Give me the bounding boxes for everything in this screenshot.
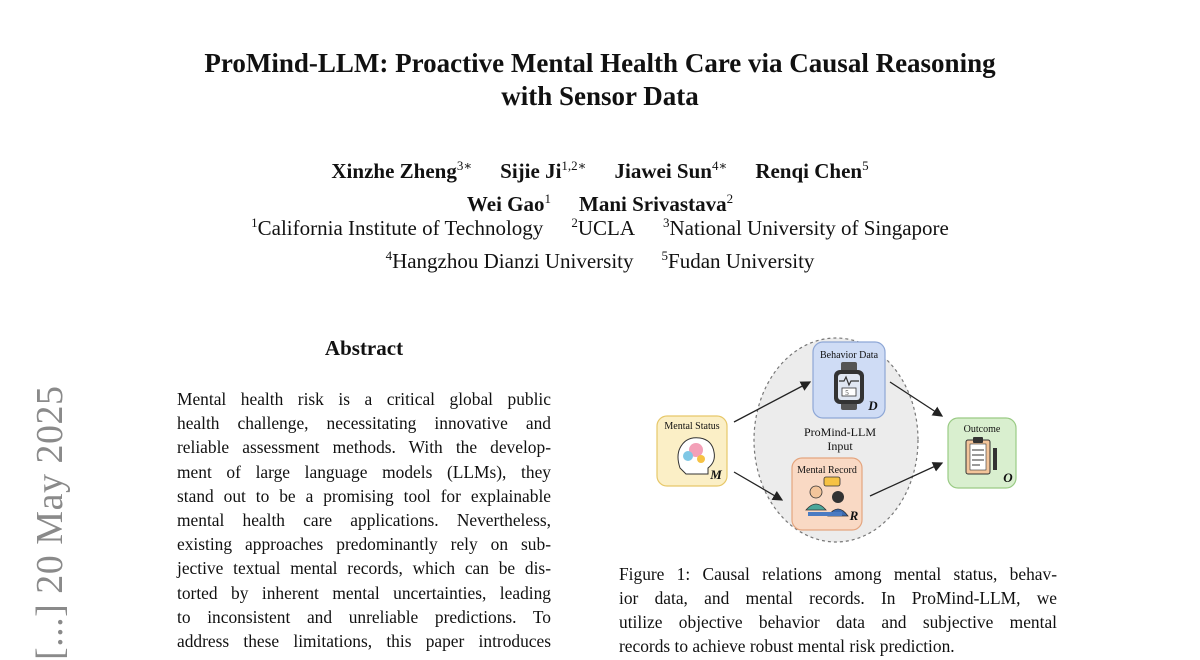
abstract-line: mental health care applications. Nevertheless, <box>177 510 551 531</box>
abstract-line: reliable assessment methods. With the develop- <box>177 437 551 458</box>
abstract-line: existing approaches predominantly rely on sub- <box>177 534 551 555</box>
paper-title <box>0 47 1200 113</box>
affiliation: $^4$Hangzhou Dianzi University <box>385 248 634 273</box>
author: Xinzhe Zheng$^{3∗}$ <box>331 158 473 183</box>
figure-1 <box>640 330 1040 555</box>
abstract-heading: Abstract <box>324 336 404 360</box>
abstract-line: to inconsistent and unreliable predictions. To <box>177 606 551 627</box>
author: Renqi Chen$^5$ <box>755 158 869 183</box>
title-line: ProMind-LLM: Proactive Mental Health Care via Causal Reasoning <box>204 48 996 78</box>
center-label-2: Input <box>827 439 853 453</box>
outcome-letter: O <box>1003 470 1013 485</box>
abstract-line: address these limitations, this paper introduces <box>177 631 551 652</box>
svg-text:5: 5 <box>845 389 849 397</box>
figure-caption <box>619 562 1057 658</box>
affiliation: $^1$California Institute of Technology <box>251 215 544 240</box>
abstract-line: Mental health risk is a critical global public <box>177 389 551 409</box>
caption-line: utilize objective behavior data and subjective mental <box>619 612 1057 632</box>
mental-status-letter: M <box>710 467 722 482</box>
abstract-line: torted by inherent mental uncertainties, leading <box>177 582 551 603</box>
caption-line: ior data, and mental records. In ProMind-LLM, we <box>619 588 1057 608</box>
caption-line: records to achieve robust mental risk prediction. <box>619 636 955 656</box>
center-label-1: ProMind-LLM <box>804 425 876 439</box>
arxiv-stamp: [...] 20 May 2025 <box>29 385 71 660</box>
author: Mani Srivastava$^2$ <box>579 191 734 216</box>
abstract-line: ment of large language models (LLMs), they <box>177 461 551 482</box>
abstract-text <box>177 387 551 653</box>
mental-record-letter: R <box>849 508 859 523</box>
title-line: with Sensor Data <box>501 81 699 111</box>
author: Jiawei Sun$^{4∗}$ <box>614 158 728 183</box>
caption-line: Figure 1: Causal relations among mental status, behav- <box>619 564 1057 584</box>
abstract-line: stand out to be a promising tool for explainable <box>177 485 551 506</box>
affiliation: $^2$UCLA <box>571 215 635 240</box>
behavior-data-title: Behavior Data <box>819 350 879 361</box>
author: Sijie $Ji^{1,2∗}$ <box>500 158 587 183</box>
abstract-line: health challenge, necessitating innovative and <box>177 413 551 434</box>
affiliation-list <box>0 209 1200 275</box>
mental-record-title: Mental Record <box>797 465 857 476</box>
mental-status-title: Mental Status <box>664 421 720 432</box>
causal-diagram <box>640 330 1040 555</box>
outcome-title: Outcome <box>963 424 1001 435</box>
author: Wei Gao$^1$ <box>466 191 551 216</box>
abstract-line: jective textual mental records, which can be dis- <box>177 558 551 579</box>
affiliation: $^3$National University of Singapore <box>662 215 949 240</box>
affiliation: $^5$Fudan University <box>661 248 815 273</box>
behavior-data-letter: D <box>868 398 878 413</box>
